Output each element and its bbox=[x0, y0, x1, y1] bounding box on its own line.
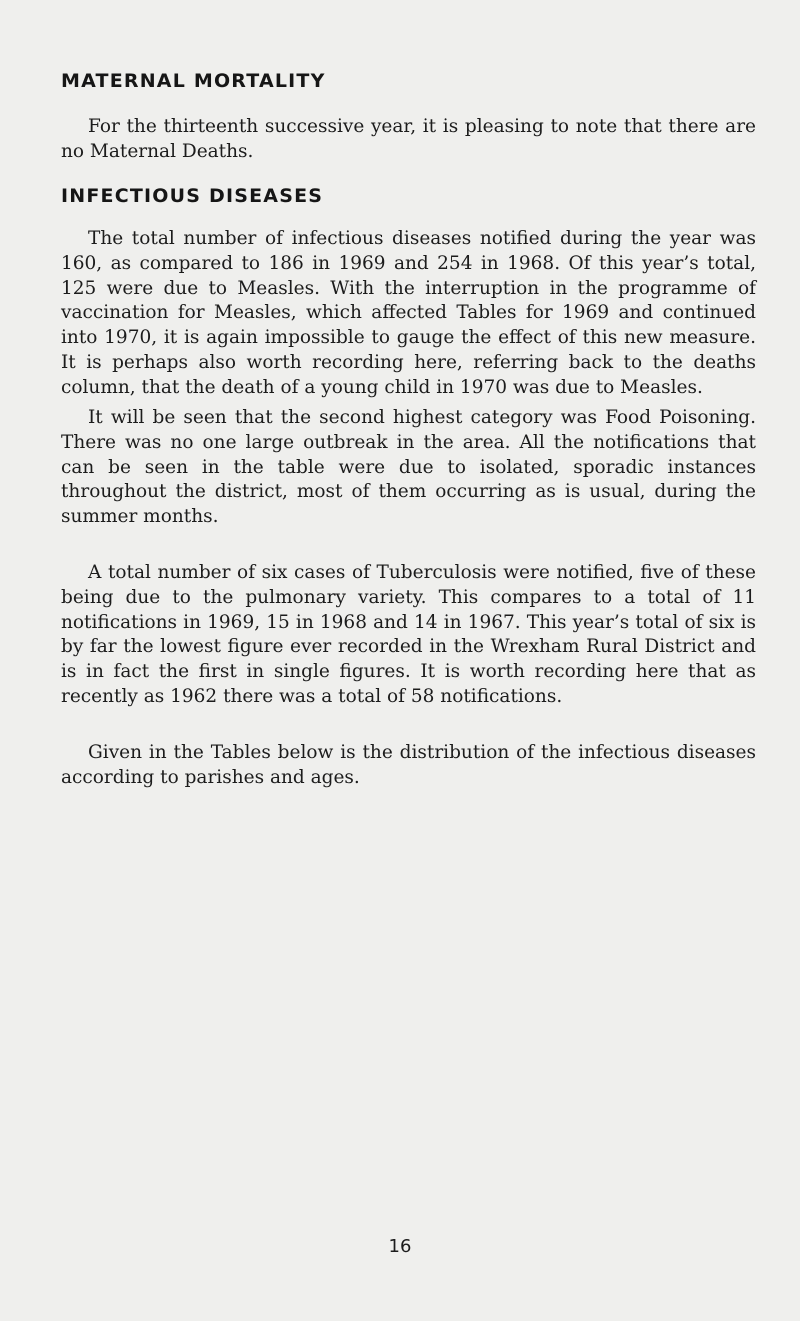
infectious-paragraph-1: The total number of infectious diseases notified during the year was 160, as compared to 186 in 1969 and 254 in 1968. Of this year’s total, 125 were due to Measles. With the interruption in the programme of vaccination for Measles, which affected Tables for 1969 and continued into 1970, it is again impossible to gauge the effect of this new measure. It is perhaps also worth recording here, referring back to the deaths column, that the death of a young child in 1970 was due to Measles. bbox=[61, 228, 756, 398]
infectious-paragraph-4: Given in the Tables below is the distribution of the infectious diseases according to parishes and ages. bbox=[61, 742, 756, 788]
infectious-diseases-heading: INFECTIOUS DISEASES bbox=[61, 185, 324, 207]
infectious-paragraph-2: It will be seen that the second highest category was Food Poisoning. There was no one large outbreak in the area. All the notifications that can be seen in the table were due to isolated, sporadic instances throughout the district, most of them occurring as is usual, during the summer months. bbox=[61, 407, 756, 528]
maternal-mortality-paragraph: For the thirteenth successive year, it is pleasing to note that there are no Maternal Deaths. bbox=[61, 116, 756, 162]
infectious-paragraph-3: A total number of six cases of Tuberculosis were notified, five of these being due to the pulmonary variety. This compares to a total of 11 notifications in 1969, 15 in 1968 and 14 in 1967. This year’s total of six is by far the lowest figure ever recorded in the Wrexham Rural District and is in fact the first in single figures. It is worth recording here that as recently as 1962 there was a total of 58 notifications. bbox=[61, 562, 756, 707]
maternal-mortality-heading: MATERNAL MORTALITY bbox=[61, 70, 326, 92]
page-number: 16 bbox=[388, 1236, 412, 1257]
